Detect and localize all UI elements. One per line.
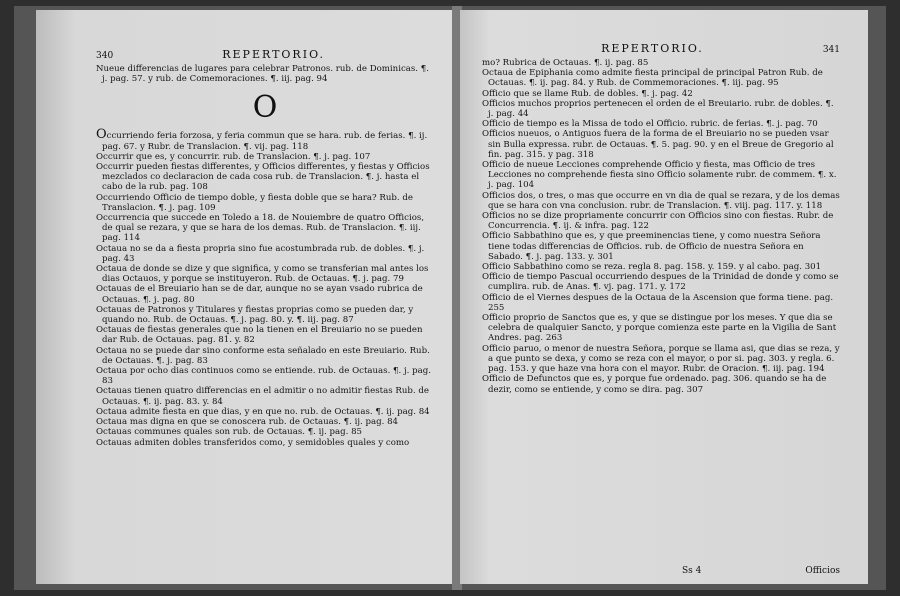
index-entry: Octauas communes quales son rub. de Octauas. ¶. ij. pag. 85 bbox=[96, 427, 363, 438]
right-footer bbox=[482, 566, 840, 576]
left-header-title: REPERTORIO. bbox=[222, 48, 325, 61]
right-page bbox=[460, 10, 868, 584]
index-entry: Octauas tienen quatro differencias en el admitir o no admitir fiestas Rub. de Octauas. ¶. ij. pag. 83. y. 84 bbox=[96, 386, 429, 407]
index-entry: Occurriendo Officio de tiempo doble, y fiesta doble que se hara? Rub. de Translacion. ¶. j. pag. 109 bbox=[96, 192, 413, 213]
right-header-title: REPERTORIO. bbox=[601, 42, 704, 55]
index-entry: mo? Rubrica de Octauas. ¶. ij. pag. 85 bbox=[482, 58, 649, 68]
index-entry: Occurrencia que succede en Toledo a 18. de Nouiembre de quatro Officios, de qual se rezara, y que se hara de los demas. Rub. de Translacion. ¶. iij. pag. 114 bbox=[96, 213, 425, 244]
section-letter: O bbox=[252, 90, 278, 126]
right-entries bbox=[482, 58, 840, 395]
open-book bbox=[14, 6, 886, 590]
index-entry: Occurrir que es, y concurrir. rub. de Translacion. ¶. j. pag. 107 bbox=[96, 151, 371, 162]
left-running-head bbox=[96, 48, 434, 61]
index-entry: Officios muchos proprios pertenecen el orden de el Breuiario. rubr. de dobles. ¶. j. pag. 44 bbox=[482, 98, 834, 120]
index-entry: Octauas de el Breuiario han se de dar, aunque no se ayan vsado rubrica de Octauas. ¶. j. pag. 80 bbox=[96, 284, 423, 305]
index-entry: Occurrir pueden fiestas differentes, y Officios differentes, y fiestas y Officios mezclados co declaracion de cada cosa rub. de Translacion. ¶. j. hasta el cabo de la rub. pag. 108 bbox=[96, 162, 430, 193]
index-entry: Octaua por ocho dias continuos como se entiende. rub. de Octauas. ¶. j. pag. 83 bbox=[96, 366, 431, 387]
index-entry: Officio Sabbathino como se reza. regla 8. pag. 158. y. 159. y al cabo. pag. 301 bbox=[482, 262, 822, 273]
left-page-number: 340 bbox=[96, 51, 114, 61]
index-entry: Officio proprio de Sanctos que es, y que se distingue por los meses. Y que dia se celebra de qualquier Sancto, y porque comienza este parte en la Vigilia de Sant Andres. pag. 263 bbox=[482, 313, 837, 344]
index-entry: Officio de nueue Lecciones comprehende Officio y fiesta, mas Officio de tres Lecciones no comprehende fiesta sino Officio solamente rubr. de commem. ¶. x. j. pag. 104 bbox=[482, 160, 837, 191]
catchword: Officios bbox=[805, 566, 840, 576]
index-entry: Octaua admite fiesta en que dias, y en que no. rub. de Octauas. ¶. ij. pag. 84 bbox=[96, 406, 430, 417]
index-entry: Octauas admiten dobles transferidos como, y semidobles quales y como bbox=[96, 437, 410, 448]
right-page-number: 341 bbox=[822, 45, 840, 55]
index-entry: Octauas de Patronos y Titulares y fiestas proprias como se pueden dar, y quando no. Rub. de Octauas. ¶. j. pag. 80. y. ¶. iij. pag. 87 bbox=[96, 304, 414, 326]
index-entry: Octaua mas digna en que se conoscera rub. de Octauas. ¶. ij. pag. 84 bbox=[96, 417, 399, 428]
index-entry: Officio de Defunctos que es, y porque fue ordenado. pag. 306. quando se ha de dezir, como se entiende, y como se dira. pag. 307 bbox=[482, 374, 827, 395]
left-page bbox=[36, 10, 456, 584]
left-entries bbox=[96, 64, 434, 448]
index-entry: Octauas de fiestas generales que no la tienen en el Breuiario no se pueden dar Rub. de Octauas. pag. 81. y. 82 bbox=[96, 325, 423, 346]
index-entry: Officio paruo, o menor de nuestra Señora, porque se llama asi, que dias se reza, y a que punto se dexa, y como se reza con el mayor, o por si. pag. 303. y regla. 6. pag. 153. y que haze vna hora con el mayor. Rubr. de Oracion. ¶. iij. pag. 194 bbox=[482, 343, 840, 375]
index-entry: Octaua no se puede dar sino conforme esta señalado en este Breuiario. Rub. de Octauas. ¶. j. pag. 83 bbox=[96, 345, 430, 366]
index-entry: Officios dos, o tres, o mas que occurre en vn dia de qual se rezara, y de los demas que se hara con vna conclusion. rubr. de Translacion. ¶. viij. pag. 117. y. 118 bbox=[482, 190, 840, 211]
index-entry: Officios no se dize propriamente concurrir con Officios sino con fiestas. Rubr. de Concurrencia. ¶. ij. & infra. pag. 122 bbox=[482, 211, 834, 232]
signature-mark: Ss 4 bbox=[682, 566, 702, 576]
index-entry: Officio que se llame Rub. de dobles. ¶. j. pag. 42 bbox=[482, 88, 693, 99]
index-entry: Officio de tiempo es la Missa de todo el Officio. rubric. de ferias. ¶. j. pag. 70 bbox=[482, 119, 818, 130]
right-running-head bbox=[482, 42, 840, 55]
index-entry: Officio Sabbathino que es, y que preeminencias tiene, y como nuestra Señora tiene todas differencias de Officios. rub. de Officio de nuestra Señora en Sabado. ¶. j. pag. 133. y. 301 bbox=[482, 231, 821, 262]
index-entry: Octaua no se da a fiesta propria sino fue acostumbrada rub. de dobles. ¶. j. pag. 43 bbox=[96, 243, 425, 264]
index-entry: Octaua de donde se dize y que significa, y como se transferian mal antes los dias Octauos, y porque se instituyeron. Rub. de Octauas. ¶. j. pag. 79 bbox=[96, 264, 429, 285]
index-entry: Octaua de Epiphania como admite fiesta principal de principal Patron Rub. de Octauas. ¶. ij. pag. 84. y Rub. de Commemoraciones. ¶. iij. pag. 95 bbox=[482, 68, 823, 89]
index-entry: Officios nueuos, o Antiguos fuera de la forma de el Breuiario no se pueden vsar sin Bulla expressa. rubr. de Octauas. ¶. 5. pag. 90. y en el Breue de Gregorio al fin. pag. 315. y pag. 318 bbox=[482, 129, 834, 160]
index-entry: Officio de tiempo Pascual occurriendo despues de la Trinidad de donde y como se cumplira. rub. de Anas. ¶. vj. pag. 171. y. 172 bbox=[482, 272, 839, 293]
index-entry: Nueue differencias de lugares para celebrar Patronos. rub. de Dominicas. ¶. j. pag. 57. y rub. de Comemoraciones. ¶. iij. pag. 94 bbox=[96, 64, 429, 85]
index-entry: Occurriendo feria forzosa, y feria commun que se hara. rub. de ferias. ¶. ij. pag. 67. y Rubr. de Translacion. ¶. vij. pag. 118 bbox=[96, 127, 428, 152]
index-entry: Officio de el Viernes despues de la Octaua de la Ascension que forma tiene. pag. 255 bbox=[482, 292, 834, 313]
